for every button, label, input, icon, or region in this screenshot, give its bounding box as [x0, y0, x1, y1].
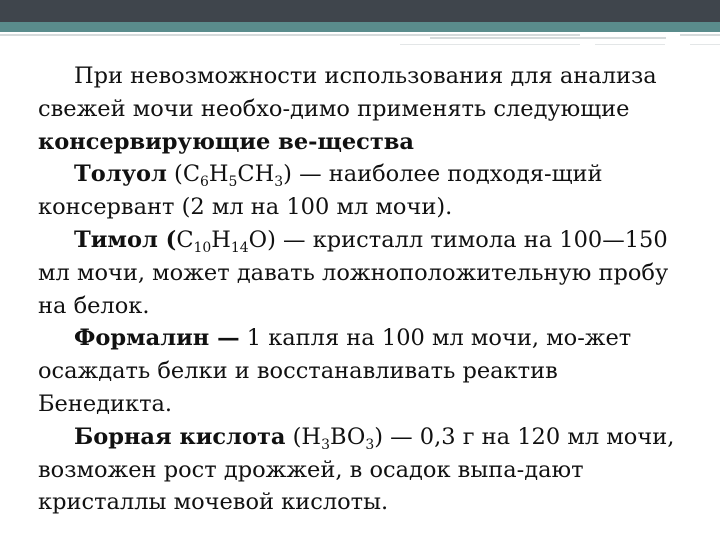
formalin-name: Формалин — [74, 325, 240, 352]
formula-part: H [208, 161, 229, 188]
formula-part: H [211, 226, 231, 253]
formula-part: (H [285, 423, 322, 450]
accent-bar [0, 22, 720, 32]
formula-part: BO [329, 423, 366, 450]
decor-line [0, 34, 580, 36]
formula-subscript: 14 [230, 239, 249, 256]
formula-subscript: 3 [274, 174, 284, 191]
formula-part: C [176, 226, 194, 253]
formula-subscript: 10 [193, 239, 212, 256]
header-bar [0, 0, 720, 22]
toluene-name: Толуол [74, 161, 167, 188]
toluene-description: ) — наиболее подходя-щий консервант (2 мл на 100 мл мочи). [38, 161, 603, 221]
thymol-paragraph [38, 224, 698, 322]
decor-line [690, 44, 720, 45]
formula-part: CH [237, 161, 275, 188]
thymol-name: Тимол ( [74, 226, 177, 253]
boric-acid-description: ) — 0,3 г на 120 мл мочи, возможен рост дрожжей, в осадок выпа-дают кристаллы мочевой кислоты. [38, 423, 675, 516]
formula-subscript: 5 [228, 174, 238, 191]
intro-paragraph [38, 60, 698, 158]
slide-body [38, 60, 698, 519]
boric-acid-paragraph [38, 421, 698, 519]
formula-subscript: 3 [321, 436, 330, 453]
intro-bold: консервирующие ве-щества [38, 128, 414, 155]
decor-line [400, 44, 580, 45]
formula-subscript: 3 [365, 436, 375, 453]
formula-subscript: 6 [200, 174, 209, 191]
intro-text: При невозможности использования для анализа свежей мочи необхо-димо применять следующие [38, 63, 657, 122]
decor-line [595, 44, 665, 45]
formalin-paragraph [38, 322, 698, 420]
formalin-description: 1 капля на 100 мл мочи, мо-жет осаждать белки и восстанавливать реактив Бенедикта. [38, 325, 632, 417]
boric-acid-name: Борная кислота [74, 423, 286, 450]
formula-part: (C [166, 161, 201, 188]
decor-line [430, 37, 666, 39]
decor-line [680, 34, 720, 36]
thymol-description: O) — кристалл тимола на 100—150 мл мочи, может давать ложноположительную пробу на белок. [38, 226, 669, 319]
toluene-paragraph [38, 158, 698, 224]
